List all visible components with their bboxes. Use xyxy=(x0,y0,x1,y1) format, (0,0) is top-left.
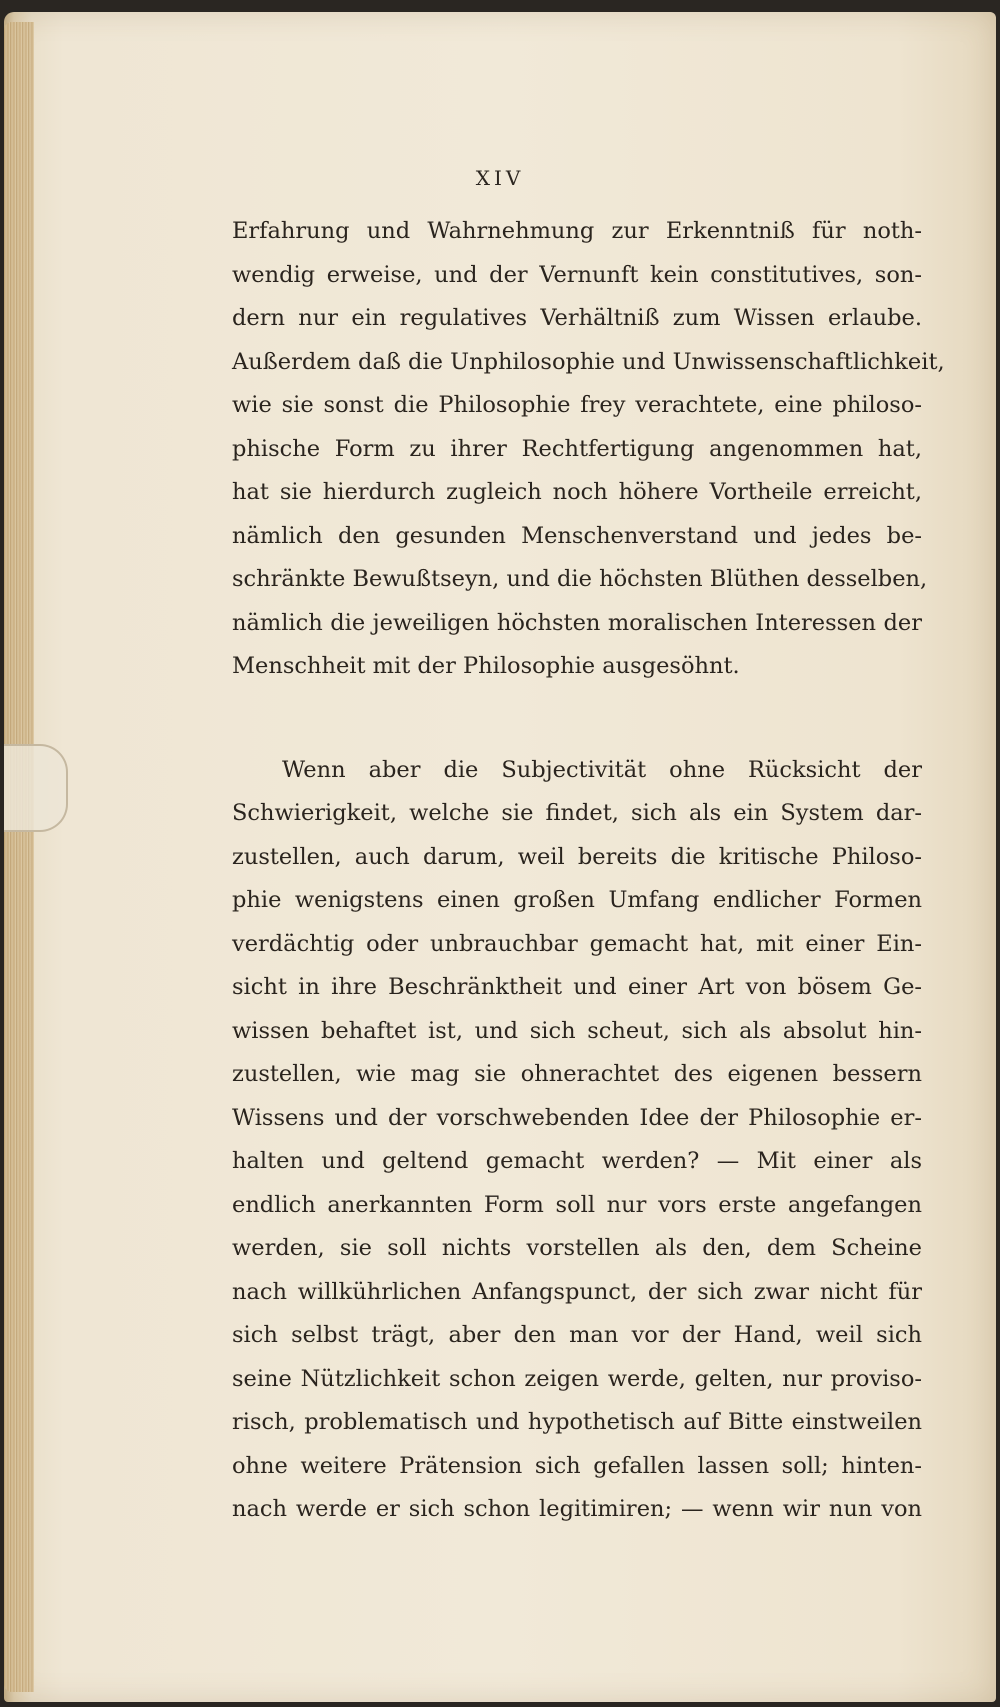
text-line: endlich anerkannten Form soll nur vors erste angefangen xyxy=(232,1191,922,1218)
text-line: zustellen, wie mag sie ohnerachtet des eigenen bessern xyxy=(232,1061,922,1087)
text-line: nach werde er sich schon legitimiren; — wenn wir nun von xyxy=(232,1496,922,1522)
paragraph-1 xyxy=(232,210,945,689)
text-line: phie wenigstens einen großen Umfang endlicher Formen xyxy=(232,887,922,913)
text-line: hat sie hierdurch zugleich noch höhere Vortheile erreicht, xyxy=(232,479,922,505)
text-line: zustellen, auch darum, weil bereits die kritische Philoso- xyxy=(232,843,922,870)
page-number: XIV xyxy=(475,166,525,190)
text-line: dern nur ein regulatives Verhältniß zum Wissen erlaube. xyxy=(232,305,922,331)
text-line: Erfahrung und Wahrnehmung zur Erkenntniß für noth- xyxy=(232,218,922,244)
text-line: wissen behaftet ist, und sich scheut, sich als absolut hin- xyxy=(232,1017,922,1044)
page-edge-decoration xyxy=(4,22,34,1692)
text-line: Menschheit mit der Philosophie ausgesöhnt. xyxy=(232,653,740,679)
text-line: nämlich die jeweiligen höchsten moralischen Interessen der xyxy=(232,609,922,636)
text-line: seine Nützlichkeit schon zeigen werde, gelten, nur proviso- xyxy=(232,1365,922,1392)
text-line: wie sie sonst die Philosophie frey verachtete, eine philoso- xyxy=(232,392,922,418)
text-line: risch, problematisch und hypothetisch auf Bitte einstweilen xyxy=(232,1409,922,1435)
text-line: wendig erweise, und der Vernunft kein constitutives, son- xyxy=(232,261,922,288)
text-line: halten und geltend gemacht werden? — Mit einer als xyxy=(232,1148,922,1174)
paragraph-2 xyxy=(232,749,922,1532)
text-line: nach willkührlichen Anfangspunct, der sich zwar nicht für xyxy=(232,1278,922,1305)
text-line: Außerdem daß die Unphilosophie und Unwissenschaftlichkeit, xyxy=(232,348,945,375)
text-line: nämlich den gesunden Menschenverstand und jedes be- xyxy=(232,522,922,549)
page-tab-marker xyxy=(4,744,68,832)
body-text xyxy=(232,210,945,1532)
text-line: Wenn aber die Subjectivität ohne Rücksicht der xyxy=(282,756,922,783)
text-line: phische Form zu ihrer Rechtfertigung angenommen hat, xyxy=(232,435,922,462)
text-line: sicht in ihre Beschränktheit und einer Art von bösem Ge- xyxy=(232,974,922,1000)
text-line: sich selbst trägt, aber den man vor der Hand, weil sich xyxy=(232,1322,922,1348)
text-line: Wissens und der vorschwebenden Idee der Philosophie er- xyxy=(232,1104,922,1131)
text-line: Schwierigkeit, welche sie findet, sich als ein System dar- xyxy=(232,800,922,826)
paragraph-spacer xyxy=(232,689,922,749)
text-line: schränkte Bewußtseyn, und die höchsten Blüthen desselben, xyxy=(232,566,928,592)
text-line: werden, sie soll nichts vorstellen als den, dem Scheine xyxy=(232,1235,922,1261)
text-line: verdächtig oder unbrauchbar gemacht hat, mit einer Ein- xyxy=(232,930,922,957)
text-line: ohne weitere Prätension sich gefallen lassen soll; hinten- xyxy=(232,1452,922,1479)
